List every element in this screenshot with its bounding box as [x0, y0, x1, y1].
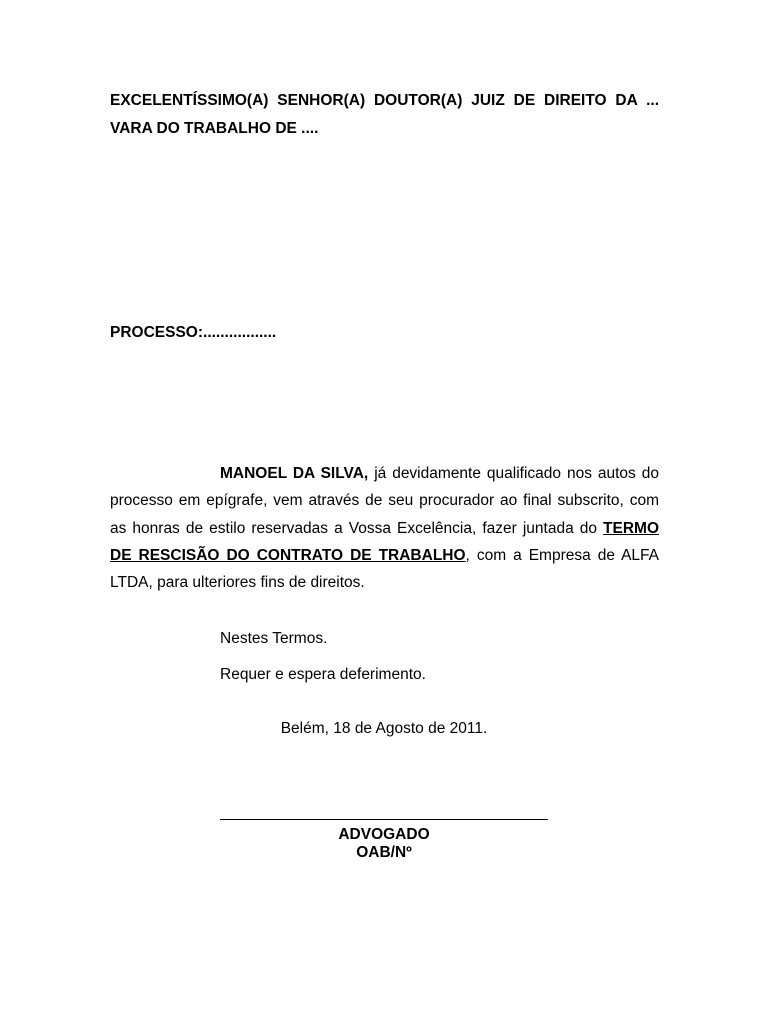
closing-formula: Nestes Termos. [220, 630, 328, 647]
addressee-line-2: VARA DO TRABALHO DE .... [110, 120, 319, 137]
place-and-date: Belém, 18 de Agosto de 2011. [280, 720, 488, 737]
process-number: PROCESSO:................. [110, 324, 277, 341]
closing-request: Requer e espera deferimento. [220, 666, 426, 683]
body-text: processo em epígrafe, vem através de seu procurador ao final subscrito, com [110, 492, 659, 509]
addressee-line-1: EXCELENTÍSSIMO(A) SENHOR(A) DOUTOR(A) JUIZ DE DIREITO DA ... [110, 92, 659, 109]
document-title-emphasis: DE RESCISÃO DO CONTRATO DE TRABALHO [110, 547, 466, 564]
body-text: LTDA, para ulteriores fins de direitos. [110, 574, 365, 591]
body-text: , com a Empresa de ALFA [465, 547, 659, 564]
body-line-5 [110, 573, 659, 593]
body-line-4 [110, 546, 659, 566]
body-line-2 [110, 491, 659, 511]
body-line-1 [220, 464, 659, 484]
body-text: já devidamente qualificado nos autos do [374, 465, 659, 482]
signer-role: ADVOGADO [338, 826, 430, 843]
bar-registration: OAB/Nº [356, 844, 412, 861]
party-name: MANOEL DA SILVA, [220, 465, 369, 482]
signature-line: ______________________________________ [220, 804, 548, 821]
document-title-emphasis: TERMO [603, 520, 659, 537]
body-text: as honras de estilo reservadas a Vossa Excelência, fazer juntada do [110, 520, 597, 537]
body-line-3 [110, 519, 659, 539]
